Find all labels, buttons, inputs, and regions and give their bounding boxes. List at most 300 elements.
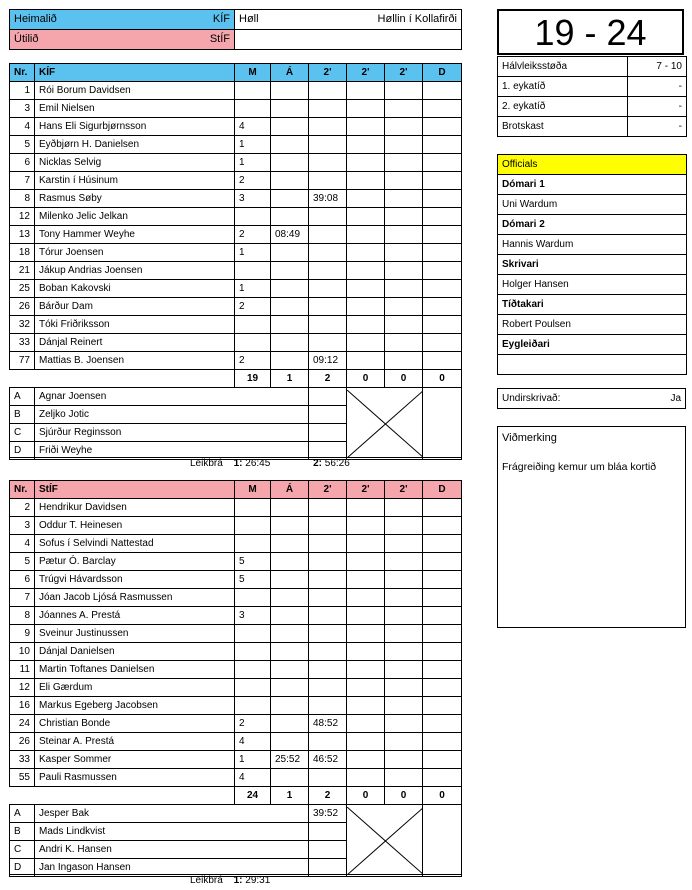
player-suspension-3 <box>385 172 423 190</box>
player-name: Kasper Sommer <box>35 751 235 769</box>
official-cross-area <box>347 388 423 460</box>
total-value: 0 <box>347 787 385 805</box>
hall-cell <box>235 10 462 30</box>
player-suspension-1 <box>309 625 347 643</box>
player-warning <box>271 154 309 172</box>
team-official-row <box>10 388 462 406</box>
player-row <box>10 172 462 190</box>
player-row <box>10 661 462 679</box>
player-suspension-2 <box>347 352 385 370</box>
player-name: Emil Nielsen <box>35 100 235 118</box>
player-warning <box>271 769 309 787</box>
remark-label: Viðmerking <box>502 432 557 444</box>
player-suspension-1 <box>309 517 347 535</box>
away-timeout-label: Leikbrá <box>190 875 223 886</box>
player-goals: 2 <box>235 352 271 370</box>
player-suspension-3 <box>385 733 423 751</box>
away-timeouts <box>190 875 270 886</box>
player-suspension-1: 48:52 <box>309 715 347 733</box>
player-name: Eyðbjørn H. Danielsen <box>35 136 235 154</box>
player-row <box>10 262 462 280</box>
player-suspension-1 <box>309 100 347 118</box>
player-warning <box>271 190 309 208</box>
player-disqualification <box>423 352 462 370</box>
total-value: 0 <box>347 370 385 388</box>
player-row <box>10 517 462 535</box>
player-row <box>10 535 462 553</box>
home-header-row <box>10 64 462 82</box>
player-row <box>10 589 462 607</box>
player-number: 6 <box>10 154 35 172</box>
player-number: 7 <box>10 172 35 190</box>
player-warning <box>271 82 309 100</box>
player-number: 32 <box>10 316 35 334</box>
official-cross-area <box>347 805 423 877</box>
player-name: Pætur Ó. Barclay <box>35 553 235 571</box>
player-suspension-1 <box>309 589 347 607</box>
player-row <box>10 208 462 226</box>
player-number: 25 <box>10 280 35 298</box>
empty-header-cell <box>235 30 462 50</box>
player-goals: 1 <box>235 136 271 154</box>
player-name: Tórur Joensen <box>35 244 235 262</box>
player-goals: 1 <box>235 154 271 172</box>
player-disqualification <box>423 625 462 643</box>
player-suspension-3 <box>385 625 423 643</box>
player-disqualification <box>423 769 462 787</box>
officials-table <box>497 154 687 375</box>
player-name: Jákup Andrias Joensen <box>35 262 235 280</box>
player-suspension-2 <box>347 118 385 136</box>
player-number: 77 <box>10 352 35 370</box>
player-suspension-3 <box>385 154 423 172</box>
player-number: 11 <box>10 661 35 679</box>
away-header-row <box>10 481 462 499</box>
player-suspension-1 <box>309 769 347 787</box>
player-row <box>10 82 462 100</box>
player-disqualification <box>423 679 462 697</box>
scorer-name: Holger Hansen <box>498 275 687 295</box>
player-warning <box>271 136 309 154</box>
player-goals: 2 <box>235 715 271 733</box>
official-name: Mads Lindkvist <box>35 823 309 841</box>
player-name: Hendrikur Davidsen <box>35 499 235 517</box>
player-warning: 08:49 <box>271 226 309 244</box>
player-goals <box>235 499 271 517</box>
official-suspension <box>309 406 347 424</box>
player-suspension-3 <box>385 262 423 280</box>
player-name: Steinar A. Prestá <box>35 733 235 751</box>
player-suspension-3 <box>385 679 423 697</box>
player-suspension-3 <box>385 226 423 244</box>
player-suspension-1 <box>309 679 347 697</box>
official-suspension <box>309 823 347 841</box>
halftime-value: 7 - 10 <box>628 57 687 77</box>
official-name: Jesper Bak <box>35 805 309 823</box>
player-suspension-2 <box>347 697 385 715</box>
away-team-cell <box>10 30 235 50</box>
col-suspension1-header: 2' <box>309 481 347 499</box>
player-suspension-1 <box>309 262 347 280</box>
player-suspension-1 <box>309 280 347 298</box>
player-suspension-2 <box>347 190 385 208</box>
player-goals <box>235 697 271 715</box>
player-suspension-1 <box>309 661 347 679</box>
player-suspension-2 <box>347 226 385 244</box>
col-nr-header: Nr. <box>10 64 35 82</box>
player-warning <box>271 244 309 262</box>
player-disqualification <box>423 118 462 136</box>
player-warning <box>271 172 309 190</box>
player-name: Tony Hammer Weyhe <box>35 226 235 244</box>
player-warning <box>271 607 309 625</box>
extra2-value: - <box>628 97 687 117</box>
player-suspension-3 <box>385 697 423 715</box>
player-suspension-2 <box>347 679 385 697</box>
player-suspension-1 <box>309 607 347 625</box>
home-timeouts <box>190 458 350 469</box>
player-suspension-1: 39:08 <box>309 190 347 208</box>
hall-label: Høll <box>239 13 259 25</box>
player-suspension-3 <box>385 661 423 679</box>
player-row <box>10 352 462 370</box>
score-details <box>497 56 687 137</box>
player-number: 16 <box>10 697 35 715</box>
official-letter: D <box>10 859 35 877</box>
player-suspension-3 <box>385 499 423 517</box>
player-suspension-3 <box>385 769 423 787</box>
player-warning <box>271 535 309 553</box>
player-name: Dánjal Reinert <box>35 334 235 352</box>
player-name: Oddur T. Heinesen <box>35 517 235 535</box>
player-suspension-2 <box>347 172 385 190</box>
player-disqualification <box>423 226 462 244</box>
player-suspension-3 <box>385 208 423 226</box>
player-name: Jóan Jacob Ljósá Rasmussen <box>35 589 235 607</box>
player-number: 2 <box>10 499 35 517</box>
col-team-header: StÍF <box>35 481 235 499</box>
remark-box <box>497 426 686 628</box>
signature-table <box>497 388 686 409</box>
home-timeout-label: Leikbrá <box>190 458 223 469</box>
player-row <box>10 280 462 298</box>
player-disqualification <box>423 154 462 172</box>
home-timeout1-label: 1: <box>233 458 243 469</box>
player-goals <box>235 661 271 679</box>
player-disqualification <box>423 244 462 262</box>
col-suspension3-header: 2' <box>385 64 423 82</box>
player-goals: 2 <box>235 298 271 316</box>
official-name: Sjúrður Reginsson <box>35 424 309 442</box>
col-warning-header: Á <box>271 481 309 499</box>
official-suspension: 39:52 <box>309 805 347 823</box>
player-suspension-2 <box>347 751 385 769</box>
ref1-name: Uni Wardum <box>498 195 687 215</box>
col-suspension2-header: 2' <box>347 481 385 499</box>
col-disq-header: D <box>423 481 462 499</box>
player-row <box>10 334 462 352</box>
home-team-cell <box>10 10 235 30</box>
player-disqualification <box>423 172 462 190</box>
player-warning <box>271 208 309 226</box>
official-name: Andri K. Hansen <box>35 841 309 859</box>
player-suspension-1 <box>309 172 347 190</box>
player-disqualification <box>423 136 462 154</box>
player-disqualification <box>423 499 462 517</box>
hall-value: Høllin í Kollafirði <box>377 13 457 25</box>
player-row <box>10 100 462 118</box>
player-disqualification <box>423 535 462 553</box>
player-suspension-3 <box>385 535 423 553</box>
player-goals <box>235 679 271 697</box>
player-number: 21 <box>10 262 35 280</box>
player-suspension-2 <box>347 589 385 607</box>
player-row <box>10 244 462 262</box>
official-letter: B <box>10 406 35 424</box>
player-goals <box>235 82 271 100</box>
player-number: 3 <box>10 100 35 118</box>
player-name: Rói Borum Davidsen <box>35 82 235 100</box>
player-disqualification <box>423 553 462 571</box>
player-disqualification <box>423 334 462 352</box>
player-name: Pauli Rasmussen <box>35 769 235 787</box>
player-goals: 5 <box>235 571 271 589</box>
player-number: 12 <box>10 208 35 226</box>
player-suspension-2 <box>347 733 385 751</box>
player-suspension-3 <box>385 118 423 136</box>
player-suspension-1 <box>309 535 347 553</box>
official-suspension <box>309 841 347 859</box>
halftime-label: Hálvleiksstøða <box>498 57 628 77</box>
player-number: 7 <box>10 589 35 607</box>
player-name: Milenko Jelic Jelkan <box>35 208 235 226</box>
official-letter: D <box>10 442 35 460</box>
player-suspension-2 <box>347 154 385 172</box>
player-suspension-1 <box>309 82 347 100</box>
player-warning <box>271 280 309 298</box>
remark-text: Frágreiðing kemur um bláa kortið <box>502 461 657 473</box>
player-suspension-3 <box>385 553 423 571</box>
player-suspension-2 <box>347 715 385 733</box>
away-roster-table <box>9 480 462 877</box>
officials-title: Officials <box>498 155 687 175</box>
total-value: 24 <box>235 787 271 805</box>
player-goals <box>235 535 271 553</box>
signature-label: Undirskrivað: <box>502 392 561 404</box>
player-disqualification <box>423 571 462 589</box>
player-number: 55 <box>10 769 35 787</box>
player-suspension-3 <box>385 100 423 118</box>
ref2-name: Hannis Wardum <box>498 235 687 255</box>
official-name: Agnar Joensen <box>35 388 309 406</box>
player-number: 33 <box>10 751 35 769</box>
official-name: Jan Ingason Hansen <box>35 859 309 877</box>
player-suspension-3 <box>385 334 423 352</box>
team-official-row <box>10 805 462 823</box>
player-row <box>10 733 462 751</box>
player-suspension-2 <box>347 499 385 517</box>
player-goals <box>235 316 271 334</box>
timer-label: Tíðtakari <box>498 295 687 315</box>
official-letter: C <box>10 841 35 859</box>
player-disqualification <box>423 262 462 280</box>
player-row <box>10 118 462 136</box>
player-name: Mattias B. Joensen <box>35 352 235 370</box>
player-goals: 4 <box>235 769 271 787</box>
player-goals: 3 <box>235 190 271 208</box>
player-row <box>10 553 462 571</box>
player-number: 5 <box>10 136 35 154</box>
total-value: 19 <box>235 370 271 388</box>
player-name: Rasmus Søby <box>35 190 235 208</box>
player-number: 5 <box>10 553 35 571</box>
player-suspension-2 <box>347 262 385 280</box>
player-suspension-2 <box>347 769 385 787</box>
player-row <box>10 625 462 643</box>
player-suspension-2 <box>347 280 385 298</box>
player-name: Christian Bonde <box>35 715 235 733</box>
player-goals <box>235 334 271 352</box>
total-value: 1 <box>271 787 309 805</box>
official-letter: A <box>10 805 35 823</box>
player-warning <box>271 100 309 118</box>
col-nr-header: Nr. <box>10 481 35 499</box>
player-suspension-2 <box>347 535 385 553</box>
player-goals <box>235 625 271 643</box>
player-number: 26 <box>10 733 35 751</box>
player-suspension-3 <box>385 517 423 535</box>
player-goals <box>235 517 271 535</box>
player-number: 18 <box>10 244 35 262</box>
player-row <box>10 607 462 625</box>
player-number: 26 <box>10 298 35 316</box>
player-suspension-1 <box>309 208 347 226</box>
totals-spacer <box>10 370 235 388</box>
player-warning <box>271 553 309 571</box>
player-row <box>10 316 462 334</box>
player-number: 1 <box>10 82 35 100</box>
player-row <box>10 679 462 697</box>
total-value: 0 <box>385 370 423 388</box>
player-row <box>10 226 462 244</box>
player-name: Boban Kakovski <box>35 280 235 298</box>
player-suspension-2 <box>347 517 385 535</box>
timer-name: Robert Poulsen <box>498 315 687 335</box>
player-suspension-1 <box>309 226 347 244</box>
player-goals: 5 <box>235 553 271 571</box>
player-warning <box>271 715 309 733</box>
player-suspension-1 <box>309 571 347 589</box>
match-header <box>9 9 462 50</box>
away-totals-row <box>10 787 462 805</box>
player-disqualification <box>423 190 462 208</box>
ref1-label: Dómari 1 <box>498 175 687 195</box>
player-name: Nicklas Selvig <box>35 154 235 172</box>
official-name: Zeljko Jotic <box>35 406 309 424</box>
player-row <box>10 697 462 715</box>
player-suspension-2 <box>347 298 385 316</box>
col-goals-header: M <box>235 64 271 82</box>
player-disqualification <box>423 280 462 298</box>
player-disqualification <box>423 589 462 607</box>
total-value: 0 <box>423 370 462 388</box>
away-team: StÍF <box>209 33 230 45</box>
player-number: 6 <box>10 571 35 589</box>
player-suspension-2 <box>347 661 385 679</box>
player-warning <box>271 661 309 679</box>
col-suspension2-header: 2' <box>347 64 385 82</box>
player-row <box>10 643 462 661</box>
player-number: 4 <box>10 118 35 136</box>
home-timeout2-value: 56:26 <box>324 458 350 469</box>
col-warning-header: Á <box>271 64 309 82</box>
player-disqualification <box>423 715 462 733</box>
total-value: 0 <box>423 787 462 805</box>
away-label: Útilið <box>14 33 39 45</box>
player-warning: 25:52 <box>271 751 309 769</box>
home-team: KÍF <box>212 13 230 25</box>
home-timeout2-label: 2: <box>313 458 322 469</box>
player-suspension-3 <box>385 190 423 208</box>
player-number: 3 <box>10 517 35 535</box>
player-name: Dánjal Danielsen <box>35 643 235 661</box>
penalty-value: - <box>628 117 687 137</box>
total-value: 2 <box>309 370 347 388</box>
player-warning <box>271 589 309 607</box>
player-name: Trúgvi Hávardsson <box>35 571 235 589</box>
extra2-label: 2. eykatíð <box>498 97 628 117</box>
player-suspension-3 <box>385 82 423 100</box>
player-goals: 1 <box>235 751 271 769</box>
player-number: 13 <box>10 226 35 244</box>
player-warning <box>271 679 309 697</box>
player-goals: 4 <box>235 733 271 751</box>
player-suspension-2 <box>347 208 385 226</box>
away-timeout1-label: 1: <box>233 875 243 886</box>
player-suspension-1 <box>309 244 347 262</box>
player-goals: 3 <box>235 607 271 625</box>
player-suspension-3 <box>385 751 423 769</box>
home-timeout1-value: 26:45 <box>245 458 271 469</box>
player-warning <box>271 571 309 589</box>
player-number: 12 <box>10 679 35 697</box>
supervisor-name <box>498 355 687 375</box>
home-totals-row <box>10 370 462 388</box>
player-warning <box>271 334 309 352</box>
player-warning <box>271 352 309 370</box>
supervisor-label: Eygleiðari <box>498 335 687 355</box>
player-suspension-2 <box>347 244 385 262</box>
total-value: 2 <box>309 787 347 805</box>
player-number: 4 <box>10 535 35 553</box>
player-suspension-3 <box>385 280 423 298</box>
player-suspension-2 <box>347 625 385 643</box>
player-suspension-1 <box>309 298 347 316</box>
penalty-label: Brotskast <box>498 117 628 137</box>
player-suspension-2 <box>347 100 385 118</box>
player-warning <box>271 733 309 751</box>
player-suspension-1: 09:12 <box>309 352 347 370</box>
col-disq-header: D <box>423 64 462 82</box>
player-suspension-3 <box>385 298 423 316</box>
player-suspension-3 <box>385 244 423 262</box>
player-suspension-1: 46:52 <box>309 751 347 769</box>
player-suspension-1 <box>309 316 347 334</box>
player-suspension-3 <box>385 136 423 154</box>
player-disqualification <box>423 208 462 226</box>
player-warning <box>271 316 309 334</box>
player-row <box>10 751 462 769</box>
